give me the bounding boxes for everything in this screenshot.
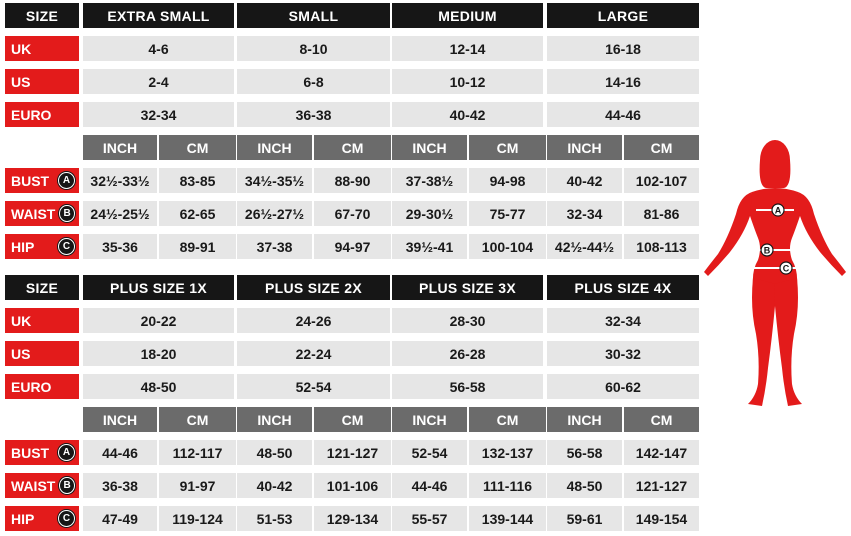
size-value: 16-18	[547, 36, 699, 61]
measurement-value: 32-34	[547, 201, 622, 226]
unit-header-cm: CM	[314, 407, 391, 432]
measurement-value: 26½-27½	[237, 201, 312, 226]
size-column-header: MEDIUM	[392, 3, 543, 28]
measurement-value: 37-38½	[392, 168, 467, 193]
unit-header-cm: CM	[624, 407, 699, 432]
measurement-value: 100-104	[469, 234, 546, 259]
measurement-value: 94-98	[469, 168, 546, 193]
measurement-value: 121-127	[314, 440, 391, 465]
measurement-label-text: BUST	[11, 444, 50, 461]
size-header: SIZE	[5, 3, 79, 28]
body-silhouette	[704, 140, 846, 406]
measurement-value: 29-30½	[392, 201, 467, 226]
measurement-value: 37-38	[237, 234, 312, 259]
marker-c	[780, 262, 792, 274]
size-value: 2-4	[83, 69, 234, 94]
measurement-value: 40-42	[547, 168, 622, 193]
measurement-value: 81-86	[624, 201, 699, 226]
measurement-value: 48-50	[237, 440, 312, 465]
region-label-euro: EURO	[5, 102, 79, 127]
unit-header-inch: INCH	[83, 135, 157, 160]
measurement-label-text: HIP	[11, 238, 35, 255]
size-value: 36-38	[237, 102, 390, 127]
measurement-value: 44-46	[83, 440, 157, 465]
measurement-label-text: WAIST	[11, 205, 56, 222]
measurement-value: 51-53	[237, 506, 312, 531]
measurement-value: 24½-25½	[83, 201, 157, 226]
measurement-value: 102-107	[624, 168, 699, 193]
measurement-value: 129-134	[314, 506, 391, 531]
unit-header-cm: CM	[469, 135, 546, 160]
size-value: 18-20	[83, 341, 234, 366]
size-value: 56-58	[392, 374, 543, 399]
measurement-badge: B	[59, 205, 75, 222]
measurement-value: 62-65	[159, 201, 236, 226]
body-measurement-figure	[700, 138, 850, 410]
measurement-value: 88-90	[314, 168, 391, 193]
size-value: 22-24	[237, 341, 390, 366]
measurement-value: 52-54	[392, 440, 467, 465]
size-value: 8-10	[237, 36, 390, 61]
size-value: 30-32	[547, 341, 699, 366]
measurement-label-hip	[5, 234, 79, 259]
measurement-badge: C	[58, 510, 75, 527]
measurement-label-bust	[5, 168, 79, 193]
size-value: 52-54	[237, 374, 390, 399]
measurement-value: 149-154	[624, 506, 699, 531]
marker-label: C	[782, 263, 790, 274]
measurement-value: 121-127	[624, 473, 699, 498]
size-value: 4-6	[83, 36, 234, 61]
measurement-badge: B	[59, 477, 75, 494]
measurement-label-waist	[5, 201, 79, 226]
measurement-label-bust	[5, 440, 79, 465]
marker-label: A	[774, 205, 782, 216]
measurement-value: 139-144	[469, 506, 546, 531]
measurement-value: 83-85	[159, 168, 236, 193]
marker-a	[772, 204, 784, 216]
measurement-value: 111-116	[469, 473, 546, 498]
measurement-value: 39½-41	[392, 234, 467, 259]
size-column-header: PLUS SIZE 2X	[237, 275, 390, 300]
size-column-header: PLUS SIZE 3X	[392, 275, 543, 300]
measurement-value: 89-91	[159, 234, 236, 259]
measurement-badge: C	[58, 238, 75, 255]
size-column-header: EXTRA SMALL	[83, 3, 234, 28]
measurement-value: 44-46	[392, 473, 467, 498]
measurement-value: 48-50	[547, 473, 622, 498]
size-column-header: SMALL	[237, 3, 390, 28]
unit-header-cm: CM	[469, 407, 546, 432]
region-label-us: US	[5, 341, 79, 366]
measurement-value: 101-106	[314, 473, 391, 498]
region-label-uk: UK	[5, 308, 79, 333]
measurement-value: 32½-33½	[83, 168, 157, 193]
region-label-uk: UK	[5, 36, 79, 61]
measurement-label-text: BUST	[11, 172, 50, 189]
measurement-value: 132-137	[469, 440, 546, 465]
size-value: 32-34	[83, 102, 234, 127]
size-column-header: PLUS SIZE 4X	[547, 275, 699, 300]
measurement-value: 47-49	[83, 506, 157, 531]
marker-b	[761, 244, 773, 256]
unit-header-cm: CM	[314, 135, 391, 160]
size-value: 12-14	[392, 36, 543, 61]
size-column-header: LARGE	[547, 3, 699, 28]
size-value: 40-42	[392, 102, 543, 127]
measurement-value: 94-97	[314, 234, 391, 259]
measurement-value: 42½-44½	[547, 234, 622, 259]
marker-label: B	[763, 245, 771, 256]
unit-header-inch: INCH	[237, 135, 312, 160]
size-value: 32-34	[547, 308, 699, 333]
measurement-value: 91-97	[159, 473, 236, 498]
size-value: 10-12	[392, 69, 543, 94]
unit-header-cm: CM	[159, 407, 236, 432]
size-value: 28-30	[392, 308, 543, 333]
measurement-value: 142-147	[624, 440, 699, 465]
measurement-label-hip	[5, 506, 79, 531]
size-value: 26-28	[392, 341, 543, 366]
size-value: 48-50	[83, 374, 234, 399]
measurement-value: 40-42	[237, 473, 312, 498]
measurement-label-waist	[5, 473, 79, 498]
measurement-value: 75-77	[469, 201, 546, 226]
region-label-us: US	[5, 69, 79, 94]
measurement-label-text: WAIST	[11, 477, 56, 494]
size-value: 6-8	[237, 69, 390, 94]
measurement-badge: A	[58, 172, 75, 189]
size-value: 24-26	[237, 308, 390, 333]
measurement-label-text: HIP	[11, 510, 35, 527]
measurement-value: 56-58	[547, 440, 622, 465]
unit-header-cm: CM	[624, 135, 699, 160]
unit-header-cm: CM	[159, 135, 236, 160]
unit-header-inch: INCH	[547, 135, 622, 160]
measurement-value: 112-117	[159, 440, 236, 465]
measurement-value: 67-70	[314, 201, 391, 226]
measurement-value: 36-38	[83, 473, 157, 498]
size-value: 20-22	[83, 308, 234, 333]
measurement-value: 34½-35½	[237, 168, 312, 193]
size-value: 44-46	[547, 102, 699, 127]
measurement-value: 59-61	[547, 506, 622, 531]
size-value: 60-62	[547, 374, 699, 399]
measurement-value: 35-36	[83, 234, 157, 259]
measurement-value: 119-124	[159, 506, 236, 531]
measurement-value: 55-57	[392, 506, 467, 531]
size-header: SIZE	[5, 275, 79, 300]
unit-header-inch: INCH	[83, 407, 157, 432]
measurement-value: 108-113	[624, 234, 699, 259]
unit-header-inch: INCH	[392, 407, 467, 432]
unit-header-inch: INCH	[392, 135, 467, 160]
unit-header-inch: INCH	[237, 407, 312, 432]
measurement-badge: A	[58, 444, 75, 461]
size-column-header: PLUS SIZE 1X	[83, 275, 234, 300]
unit-header-inch: INCH	[547, 407, 622, 432]
size-value: 14-16	[547, 69, 699, 94]
region-label-euro: EURO	[5, 374, 79, 399]
